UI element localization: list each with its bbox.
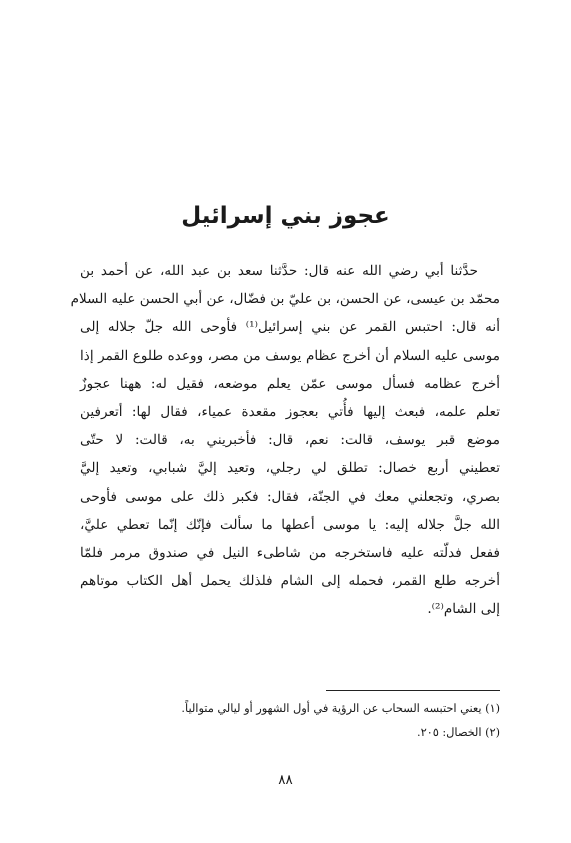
footnote-2: (٢) الخصال: ٢٠٥.: [416, 726, 500, 739]
body-line: تعطيني أربع خصال: تطلق لي رجلي، وتعيد إليَّ شبابي، وتعيد إليَّ: [80, 460, 500, 477]
body-text: [70, 257, 500, 624]
body-line: إلى الشام⁽²⁾.: [427, 601, 500, 618]
body-line: أخرجه طلع القمر، فحمله إلى الشام فلذلك يحمل أهل الكتاب موتاهم: [80, 573, 500, 590]
body-line: أخرج عظامه فسأل موسى عمّن يعلم موضعه، فقيل له: ههنا عجوزٌ: [80, 375, 500, 392]
body-line: موسى عليه السلام أن أخرج عظام يوسف من مصر، ووعده طلوع القمر إذا: [80, 347, 500, 364]
footnote-1: (١) يعني احتبسه السحاب عن الرؤية في أول الشهور أو ليالي متوالياً.: [181, 702, 500, 715]
page-number: ٨٨: [278, 772, 293, 788]
body-line: موضع قبر يوسف، قالت: نعم، قال: فأخبريني به، قالت: لا حتّى: [80, 432, 500, 449]
body-line: محمّد بن عيسى، عن الحسن، بن عليّ بن فضّال، عن أبي الحسن عليه السلام: [70, 291, 500, 308]
body-line: بصري، وتجعلني معك في الجنّة، فقال: فكبر ذلك على موسى فأوحى: [80, 488, 500, 505]
footnotes: [80, 697, 500, 745]
body-line: حدَّثنا أبي رضي الله عنه قال: حدَّثنا سعد بن عبد الله، عن أحمد بن: [80, 263, 478, 279]
chapter-title: عجوز بني إسرائيل: [181, 203, 390, 229]
footnote-divider: [326, 690, 500, 691]
body-line: أنه قال: احتبس القمر عن بني إسرائيل⁽¹⁾ فأوحى الله جلّ جلاله إلى: [80, 319, 500, 336]
body-line: الله جلَّ جلاله إليه: يا موسى أعطها ما سألت فإنّك إنّما تعطي عليَّ،: [80, 516, 500, 533]
body-line: ففعل فدلّته عليه فاستخرجه من شاطىء النيل في صندوق مرمر فلمّا: [80, 545, 500, 562]
body-line: تعلم علمه، فبعث إليها فأُتي بعجوز مقعدة عمياء، فقال لها: أتعرفين: [80, 404, 500, 421]
